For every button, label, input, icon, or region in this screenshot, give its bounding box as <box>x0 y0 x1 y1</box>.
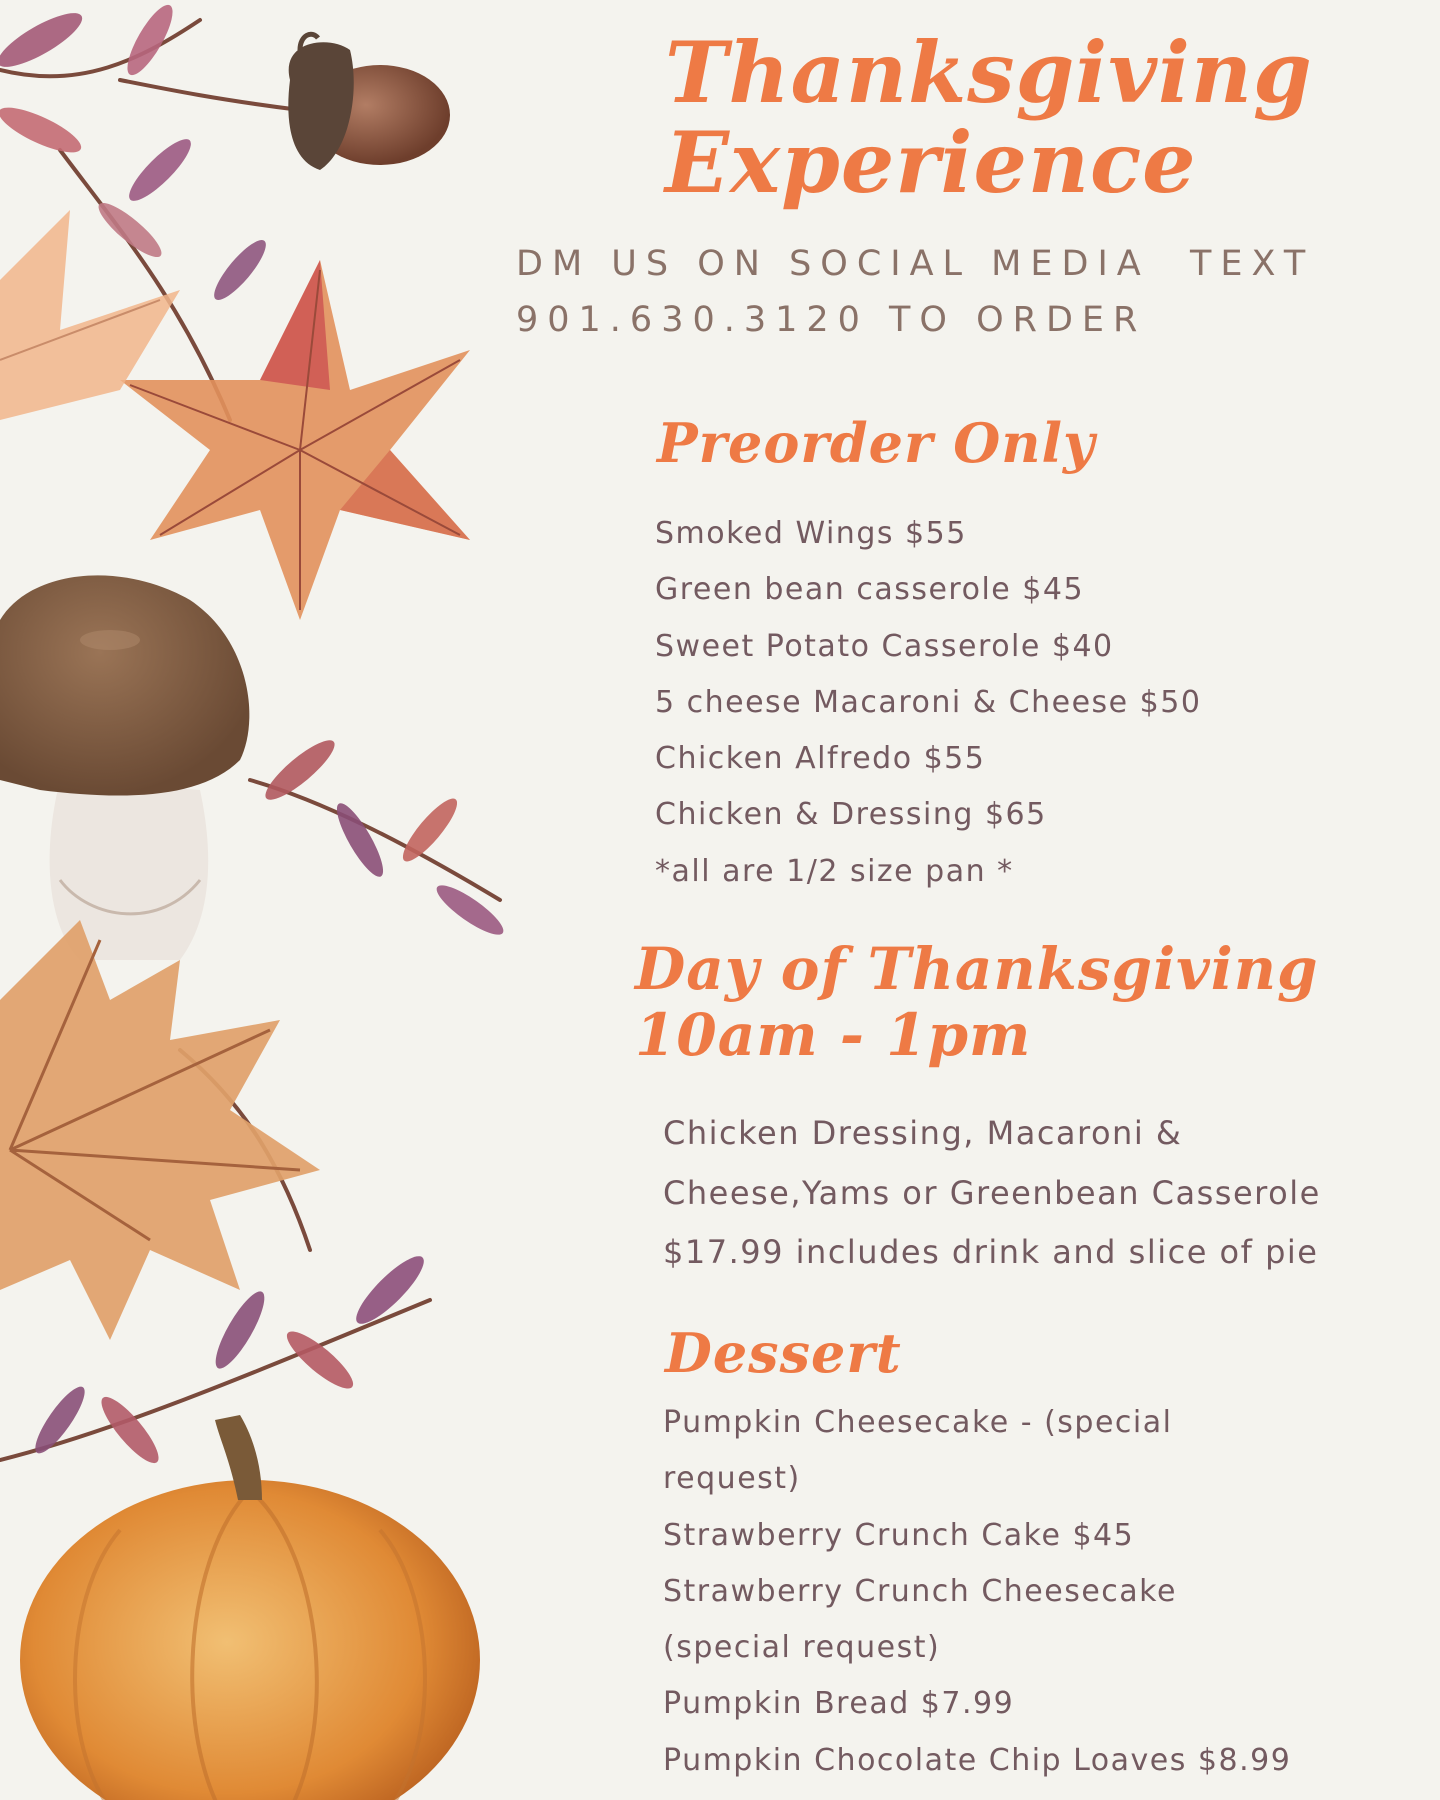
day-of-heading-line-2: 10am - 1pm <box>635 1001 1032 1069</box>
list-item: Chicken & Dressing $65 <box>655 797 1047 833</box>
list-item: Sweet Potato Casserole $40 <box>655 628 1114 664</box>
subtitle-line-1: DM US ON SOCIAL MEDIA TEXT <box>516 244 1315 284</box>
mushroom-icon <box>0 575 249 960</box>
day-of-line: Chicken Dressing, Macaroni & <box>663 1114 1183 1152</box>
autumn-watercolor-illustration <box>0 0 560 1800</box>
list-item: Strawberry Crunch Cheesecake (special request) <box>663 1573 1177 1666</box>
preorder-list <box>655 506 1201 900</box>
title-line-2: Experience <box>665 113 1197 212</box>
list-item: *all are 1/2 size pan * <box>655 853 1014 889</box>
list-item: Chicken Alfredo $55 <box>655 741 986 777</box>
day-of-heading-line-1: Day of Thanksgiving <box>635 935 1319 1003</box>
list-item: Pumpkin Chocolate Chip Loaves $8.99 <box>663 1742 1292 1778</box>
day-of-description <box>663 1104 1321 1283</box>
maple-leaf-icon <box>0 920 320 1340</box>
day-of-line: Cheese,Yams or Greenbean Casserole <box>663 1173 1321 1212</box>
order-instructions <box>516 236 1396 348</box>
list-item: Pumpkin Cheesecake - (special request) <box>663 1405 1173 1497</box>
title-line-1: Thanksgiving <box>665 23 1313 122</box>
list-item: Pumpkin Bread $7.99 <box>663 1686 1015 1722</box>
acorn-icon <box>288 34 450 170</box>
page-title <box>665 23 1345 212</box>
pumpkin-icon <box>20 1415 480 1800</box>
day-of-heading <box>635 936 1319 1068</box>
preorder-heading: Preorder Only <box>657 411 1096 475</box>
dessert-list <box>663 1395 1292 1789</box>
day-of-line: $17.99 includes drink and slice of pie <box>663 1233 1319 1271</box>
dessert-heading: Dessert <box>665 1321 902 1385</box>
list-item: Green bean casserole $45 <box>655 572 1085 608</box>
subtitle-line-2: 901.630.3120 TO ORDER <box>516 300 1147 340</box>
list-item: 5 cheese Macaroni & Cheese $50 <box>655 684 1202 720</box>
autumn-leaf-red <box>120 260 470 620</box>
list-item: Smoked Wings $55 <box>655 516 967 551</box>
list-item: Strawberry Crunch Cake $45 <box>663 1517 1135 1553</box>
